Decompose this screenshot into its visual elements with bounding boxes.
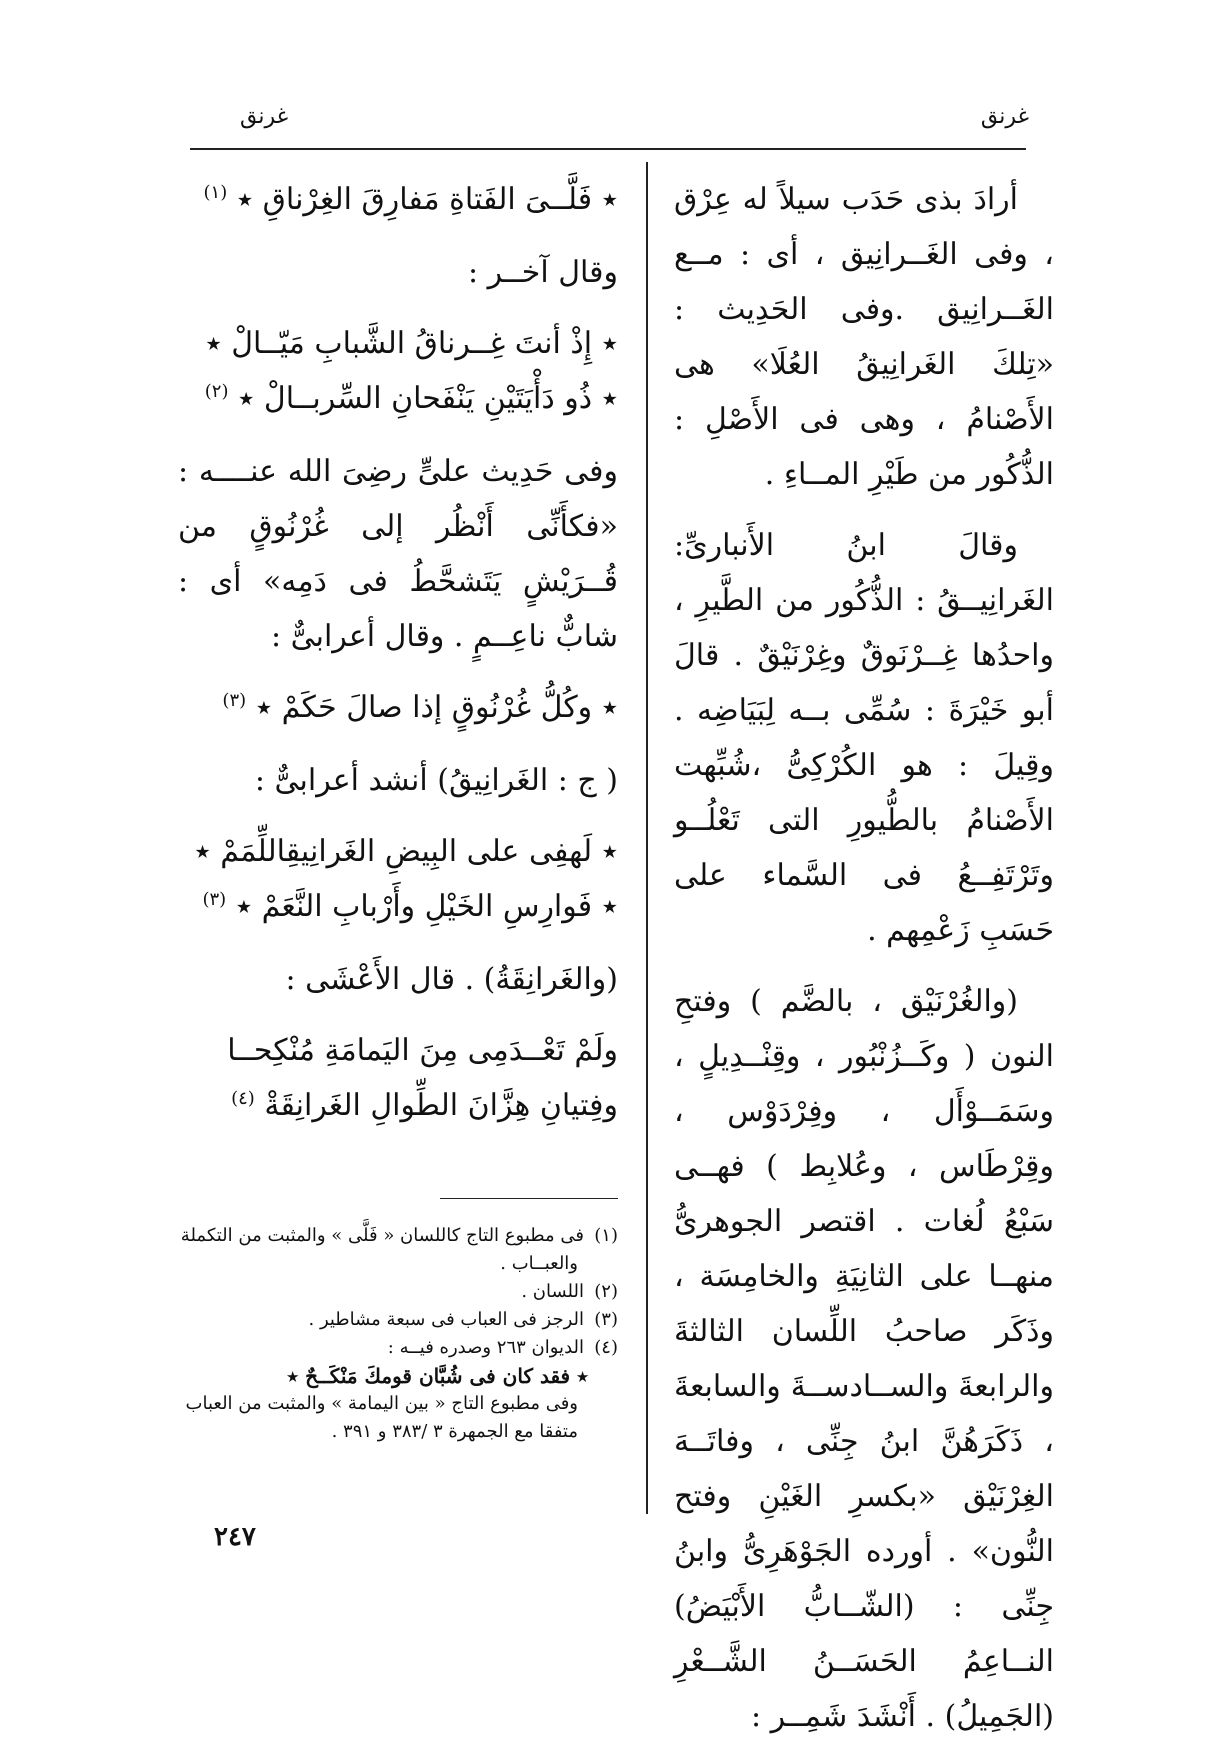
verse-text: فَلَّــىَ الفَتاةِ مَفارِقَ الغِرْناقِ [262, 182, 593, 217]
footnote-text: الرجز فى العباب فى سبعة مشاطير . [308, 1309, 584, 1330]
footnote-mark: (٤) [231, 1088, 255, 1109]
footnote-mark: (١) [203, 182, 228, 203]
verse-text: ولَمْ تَعْــدَمِى مِنَ اليَمامَةِ مُنْكِحــا [227, 1033, 618, 1068]
footnote-2 [178, 1278, 618, 1306]
footnote-continuation: والعبــاب . [500, 1253, 578, 1274]
verse-text: إِذْ أنتَ غِــرناقُ الشَّبابِ مَيّــالْ [231, 326, 593, 361]
verse-line: ٭ إِذْ أنتَ غِــرناقُ الشَّبابِ مَيّــالْ ٭ [205, 326, 618, 361]
verse-line [178, 1078, 618, 1133]
footnote-mark: (٢) [204, 381, 229, 402]
footnote-3 [178, 1306, 618, 1334]
footnote-rule [440, 1198, 618, 1199]
left-column [178, 172, 618, 1133]
footnote-number: (٤) [594, 1337, 618, 1358]
verse-line: ٭ فَوارِسِ الخَيْلِ وأَرْبابِ النَّعَمْ ٭ $^{(٣)}$ [202, 889, 618, 924]
verse-intro: ( ج : الغَرانِيقُ) أنشد أعرابىٌّ : [254, 763, 618, 798]
column-divider [646, 162, 648, 1514]
footnote-text: الديوان ٢٦٣ وصدره فيــه : [387, 1337, 584, 1358]
right-paragraph-2: وقالَ ابنُ الأَنبارىِّ: الغَرانِيــقُ : الذُّكُور من الطَّيرِ ، واحدُها غِــرْنَوقٌ وغِرْنَيْقٌ . قالَ أبو خَيْرَةَ : سُمِّى بــه لِبَيَاضِه . وقِيلَ : هو الكُرْكِىُّ ،شُبِّهت الأَصْنامُ بالطُّيورِ التى تَعْلُــو وتَرْتَفِــعُ فى السَّماء على حَسَبِ زَعْمِهم . [674, 528, 1054, 948]
footnote-text: فى مطبوع التاج كاللسان « فَلَّى » والمثبت من التكملة [180, 1225, 584, 1246]
footnote-verse-text: فقد كان فى شُبَّان قومكَ مَنْكَــحٌ [305, 1364, 571, 1388]
footnote-4 [178, 1334, 618, 1362]
footnote-continuation: وفى مطبوع التاج « بين اليمامة » والمثبت من العباب متفقا مع الجمهرة ٣ /٣٨٣ و ٣٩١ . [185, 1393, 578, 1442]
verse-text: لَهفِى على البِيضِ الغَرانِيقِاللِّمَمْ [220, 834, 593, 869]
right-paragraph-3: (والغُرْنَيْق ، بالضَّم ) وفتحِ النون ( وكَــزُنْبُور ، وقِنْــدِيلٍ ، وسَمَــوْأَل ، وفِرْدَوْس ، وقِرْطَاس ، وعُلابِط ) فهــى سَبْعُ لُغات . اقتصر الجوهرىُّ منهــا على الثانِيَةِ والخامِسَة ، وذَكَر صاحبُ اللِّسان الثالثةَ والرابعةَ والســادســةَ والسابعةَ ، ذَكَرَهُنَّ ابنُ جِنِّى ، وفاتَــهَ الغِرْنَيْق «بكسرِ الغَيْنِ وفتح النُّون» . أورده الجَوْهَرِىُّ وابنُ جِنِّى : (الشّــابُّ الأَبْيَضُ) النــاعِمُ الحَسَــنُ الشَّــعْرِ (الجَمِيلُ) . أَنْشَدَ شَمِــر : [674, 984, 1054, 1734]
footnote-mark: (٣) [202, 889, 227, 910]
running-header-right: غرنق [980, 104, 1029, 129]
footnotes [178, 1222, 618, 1446]
right-column [674, 172, 1054, 1760]
verse-line [178, 1023, 618, 1078]
running-header-left: غرنق [240, 104, 289, 129]
footnote-verse: ٭ فقد كان فى شُبَّان قومكَ مَنْكَــحٌ ٭ [287, 1364, 588, 1388]
page-number: ٢٤٧ [214, 1522, 256, 1552]
verse-intro: وقال آخــر : [468, 255, 618, 290]
verse-text: وفِتيانِ هِزَّانَ الطِّوالِ الغَرانِقَةْ [264, 1088, 618, 1123]
right-paragraph-1: أرادَ بذى حَدَب سيلاً له عِرْق ، وفى الغَــرانِيق ، أى : مــع الغَــرانِيق .وفى الحَدِيث : «تِلكَ الغَرانِيقُ العُلَا» هى الأَصْنامُ ، وهى فى الأَصْلِ : الذُّكُور من طَيْرِ المــاءِ . [674, 182, 1054, 492]
verse-line: ٭ لَهفِى على البِيضِ الغَرانِيقِاللِّمَمْ ٭ [194, 834, 618, 869]
footnote-text: اللسان . [521, 1281, 584, 1302]
footnote-number: (٣) [594, 1309, 618, 1330]
verse-text: وكُلُّ غُرْنُوقٍ إذا صالَ حَكَمْ [281, 690, 593, 725]
footnote-number: (٢) [594, 1281, 618, 1302]
header-rule [190, 148, 1026, 150]
hadith-paragraph: وفى حَدِيث علىٍّ رضِىَ الله عنــــه : «فكأَنِّى أَنْظُر إلى غُرْنُوقٍ من قُــرَيْشٍ يَتَشحَّطُ فى دَمِه» أى : شابٌّ ناعِــمٍ . وقال أعرابىٌّ : [178, 454, 618, 654]
footnote-1 [178, 1222, 618, 1250]
verse-line: ٭ فَلَّــىَ الفَتاةِ مَفارِقَ الغِرْناقِ ٭ $^{(١)}$ [203, 182, 618, 217]
verse-text: ذُو دَأْيَتَيْنِ يَنْفَحانِ السِّربــالْ [263, 381, 593, 416]
verse-line: ٭ ذُو دَأْيَتَيْنِ يَنْفَحانِ السِّربــالْ ٭ $^{(٢)}$ [204, 381, 618, 416]
verse-line: ٭ وكُلُّ غُرْنُوقٍ إذا صالَ حَكَمْ ٭ $^{(٣)}$ [222, 690, 618, 725]
footnote-number: (١) [594, 1225, 618, 1246]
verse-intro: (والغَرانِقَةُ) . قال الأَعْشَى : [285, 962, 618, 997]
footnote-mark: (٣) [222, 690, 247, 711]
verse-text: فَوارِسِ الخَيْلِ وأَرْبابِ النَّعَمْ [261, 889, 593, 924]
